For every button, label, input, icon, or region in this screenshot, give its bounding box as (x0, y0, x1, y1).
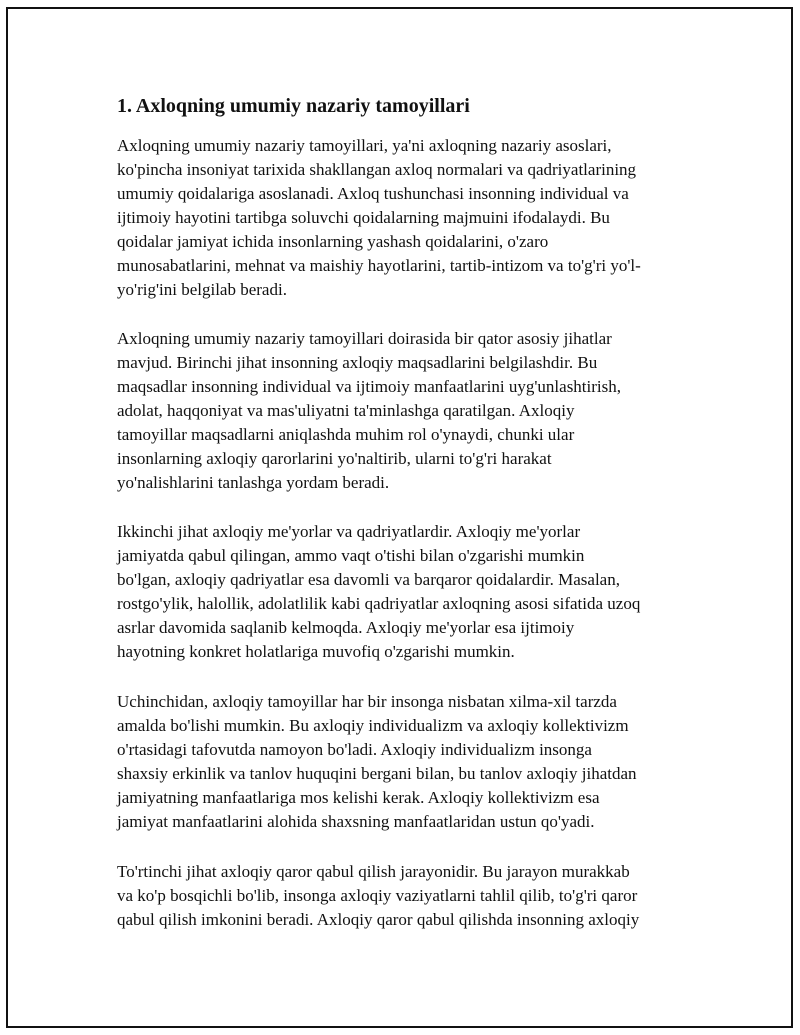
text-line: o'rtasidagi tafovutda namoyon bo'ladi. Axloqiy individualizm insonga (117, 740, 592, 759)
text-line: maqsadlar insonning individual va ijtimoiy manfaatlarini uyg'unlashtirish, (117, 377, 622, 396)
text-line: yo'rig'ini belgilab beradi. (117, 280, 287, 299)
text-line: Ikkinchi jihat axloqiy me'yorlar va qadriyatlardir. Axloqiy me'yorlar (117, 522, 581, 541)
text-line: shaxsiy erkinlik va tanlov huquqini bergani bilan, bu tanlov axloqiy jihatdan (117, 764, 637, 783)
paragraph-3 (117, 520, 640, 664)
text-line: Axloqning umumiy nazariy tamoyillari, ya'ni axloqning nazariy asoslari, (117, 136, 612, 155)
text-line: insonlarning axloqiy qarorlarini yo'naltirib, ularni to'g'ri harakat (117, 449, 552, 468)
section-heading: 1. Axloqning umumiy nazariy tamoyillari (117, 95, 470, 117)
text-line: munosabatlarini, mehnat va maishiy hayotlarini, tartib-intizom va to'g'ri yo'l- (117, 256, 641, 275)
text-line: ko'pincha insoniyat tarixida shakllangan axloq normalari va qadriyatlarining (117, 160, 637, 179)
text-line: qoidalar jamiyat ichida insonlarning yashash qoidalarini, o'zaro (117, 232, 549, 251)
text-line: rostgo'ylik, halollik, adolatlilik kabi qadriyatlar axloqning asosi sifatida uzoq (117, 594, 641, 613)
text-line: jamiyatning manfaatlariga mos kelishi kerak. Axloqiy kollektivizm esa (117, 788, 600, 807)
text-line: ijtimoiy hayotini tartibga soluvchi qoidalarning majmuini ifodalaydi. Bu (117, 208, 610, 227)
text-line: adolat, haqqoniyat va mas'uliyatni ta'minlashga qaratilgan. Axloqiy (117, 401, 575, 420)
text-line: jamiyatda qabul qilingan, ammo vaqt o'tishi bilan o'zgarishi mumkin (117, 546, 585, 565)
text-line: Uchinchidan, axloqiy tamoyillar har bir insonga nisbatan xilma-xil tarzda (117, 692, 617, 711)
text-line: jamiyat manfaatlarini alohida shaxsning manfaatlaridan ustun qo'yadi. (117, 812, 595, 831)
text-line: bo'lgan, axloqiy qadriyatlar esa davomli va barqaror qoidalardir. Masalan, (117, 570, 620, 589)
text-line: mavjud. Birinchi jihat insonning axloqiy maqsadlarini belgilashdir. Bu (117, 353, 598, 372)
text-line: umumiy qoidalariga asoslanadi. Axloq tushunchasi insonning individual va (117, 184, 629, 203)
text-line: Axloqning umumiy nazariy tamoyillari doirasida bir qator asosiy jihatlar (117, 329, 612, 348)
paragraph-2 (117, 327, 621, 495)
text-line: yo'nalishlarini tanlashga yordam beradi. (117, 473, 390, 492)
text-line: qabul qilish imkonini beradi. Axloqiy qaror qabul qilishda insonning axloqiy (117, 910, 640, 929)
paragraph-5 (117, 860, 639, 932)
paragraph-4 (117, 690, 637, 834)
text-line: va ko'p bosqichli bo'lib, insonga axloqiy vaziyatlarni tahlil qilib, to'g'ri qaror (117, 886, 638, 905)
paragraph-1 (117, 134, 641, 302)
text-line: To'rtinchi jihat axloqiy qaror qabul qilish jarayonidir. Bu jarayon murakkab (117, 862, 630, 881)
text-line: tamoyillar maqsadlarni aniqlashda muhim rol o'ynaydi, chunki ular (117, 425, 575, 444)
text-line: asrlar davomida saqlanib kelmoqda. Axloqiy me'yorlar esa ijtimoiy (117, 618, 575, 637)
text-line: amalda bo'lishi mumkin. Bu axloqiy individualizm va axloqiy kollektivizm (117, 716, 629, 735)
text-line: hayotning konkret holatlariga muvofiq o'zgarishi mumkin. (117, 642, 515, 661)
